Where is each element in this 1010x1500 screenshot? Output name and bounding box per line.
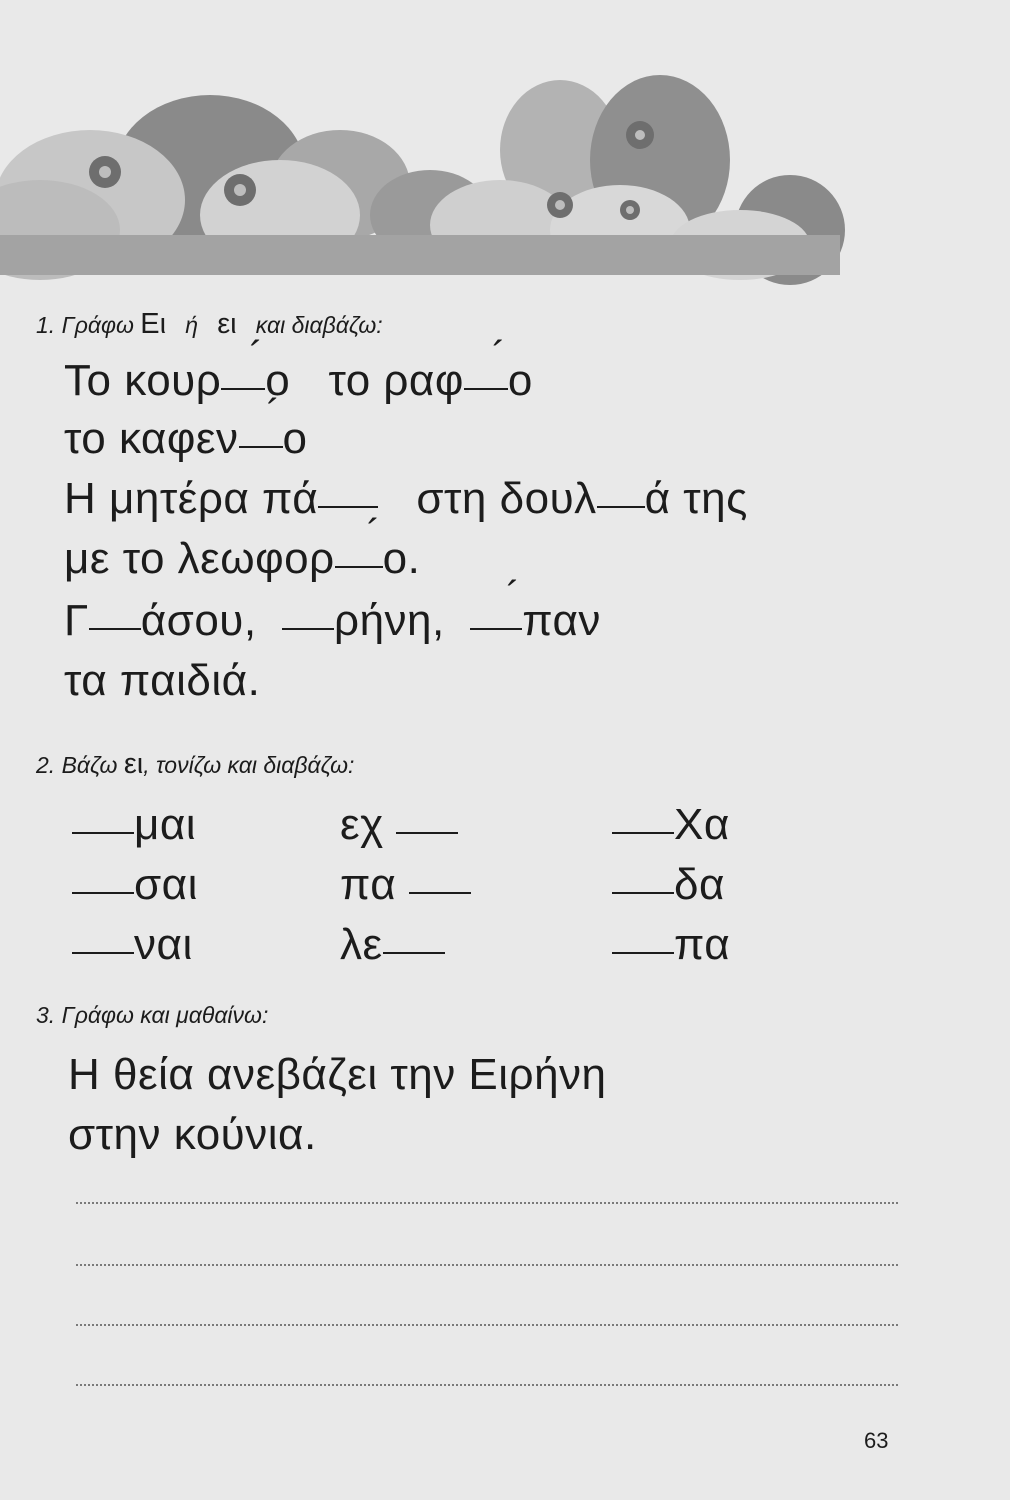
blank (89, 628, 141, 630)
writing-line[interactable] (76, 1384, 898, 1386)
blank (409, 892, 471, 894)
blank (597, 506, 645, 508)
exercise-3-sentence-line-2: στην κούνια. (68, 1110, 317, 1159)
exercise-2-column-2 (340, 800, 471, 980)
exercise-1-line-1: Το κουρ´ ο το ραφ´ ο (64, 356, 533, 406)
exercise-1-line-2: το καφεν´ ο (64, 414, 307, 464)
exercise-3-sentence-line-1: Η θεία ανεβάζει την Ειρήνη (68, 1050, 607, 1099)
word-item: πα (612, 920, 730, 980)
exercise-1-line-4: με το λεωφορ´ ο. (64, 534, 420, 584)
exercise-1-line-5: Γ άσου, ρήνη, ´ παν (64, 596, 601, 646)
word-item: μαι (72, 800, 198, 860)
writing-line[interactable] (76, 1264, 898, 1266)
blank (396, 832, 458, 834)
exercise-1-line-6: τα παιδιά. (64, 656, 261, 705)
exercise-3-instruction: 3. Γράφω και μαθαίνω: (36, 1002, 269, 1028)
blank (612, 892, 674, 894)
writing-line[interactable] (76, 1202, 898, 1204)
blank (239, 446, 283, 448)
blank (612, 832, 674, 834)
word-item: σαι (72, 860, 198, 920)
blank (72, 892, 134, 894)
blank (221, 388, 265, 390)
word-item: ναι (72, 920, 198, 980)
blank (282, 628, 334, 630)
exercise-number: 2. (36, 752, 56, 778)
page-number: 63 (864, 1428, 889, 1453)
exercise-2-instruction: 2. Βάζω ει, τονίζω και διαβάζω: (36, 748, 355, 780)
blank (464, 388, 508, 390)
word-item: Χα (612, 800, 730, 860)
header-illustration (0, 0, 1010, 300)
exercise-1-line-3: Η μητέρα πά στη δουλ ά της (64, 474, 748, 523)
blank (470, 628, 522, 630)
exercise-2-column-3 (612, 800, 730, 980)
blank (318, 506, 378, 508)
writing-line[interactable] (76, 1324, 898, 1326)
blank (72, 952, 134, 954)
exercise-2-column-1 (72, 800, 198, 980)
word-item: εχ (340, 800, 471, 860)
blank (72, 832, 134, 834)
exercise-number: 1. (36, 312, 56, 338)
word-item: δα (612, 860, 730, 920)
word-item: λε (340, 920, 471, 980)
exercise-1-instruction: 1. Γράφω Ει ή ει και διαβάζω: (36, 308, 383, 340)
word-item: πα (340, 860, 471, 920)
blank (335, 566, 383, 568)
blank (383, 952, 445, 954)
blank (612, 952, 674, 954)
